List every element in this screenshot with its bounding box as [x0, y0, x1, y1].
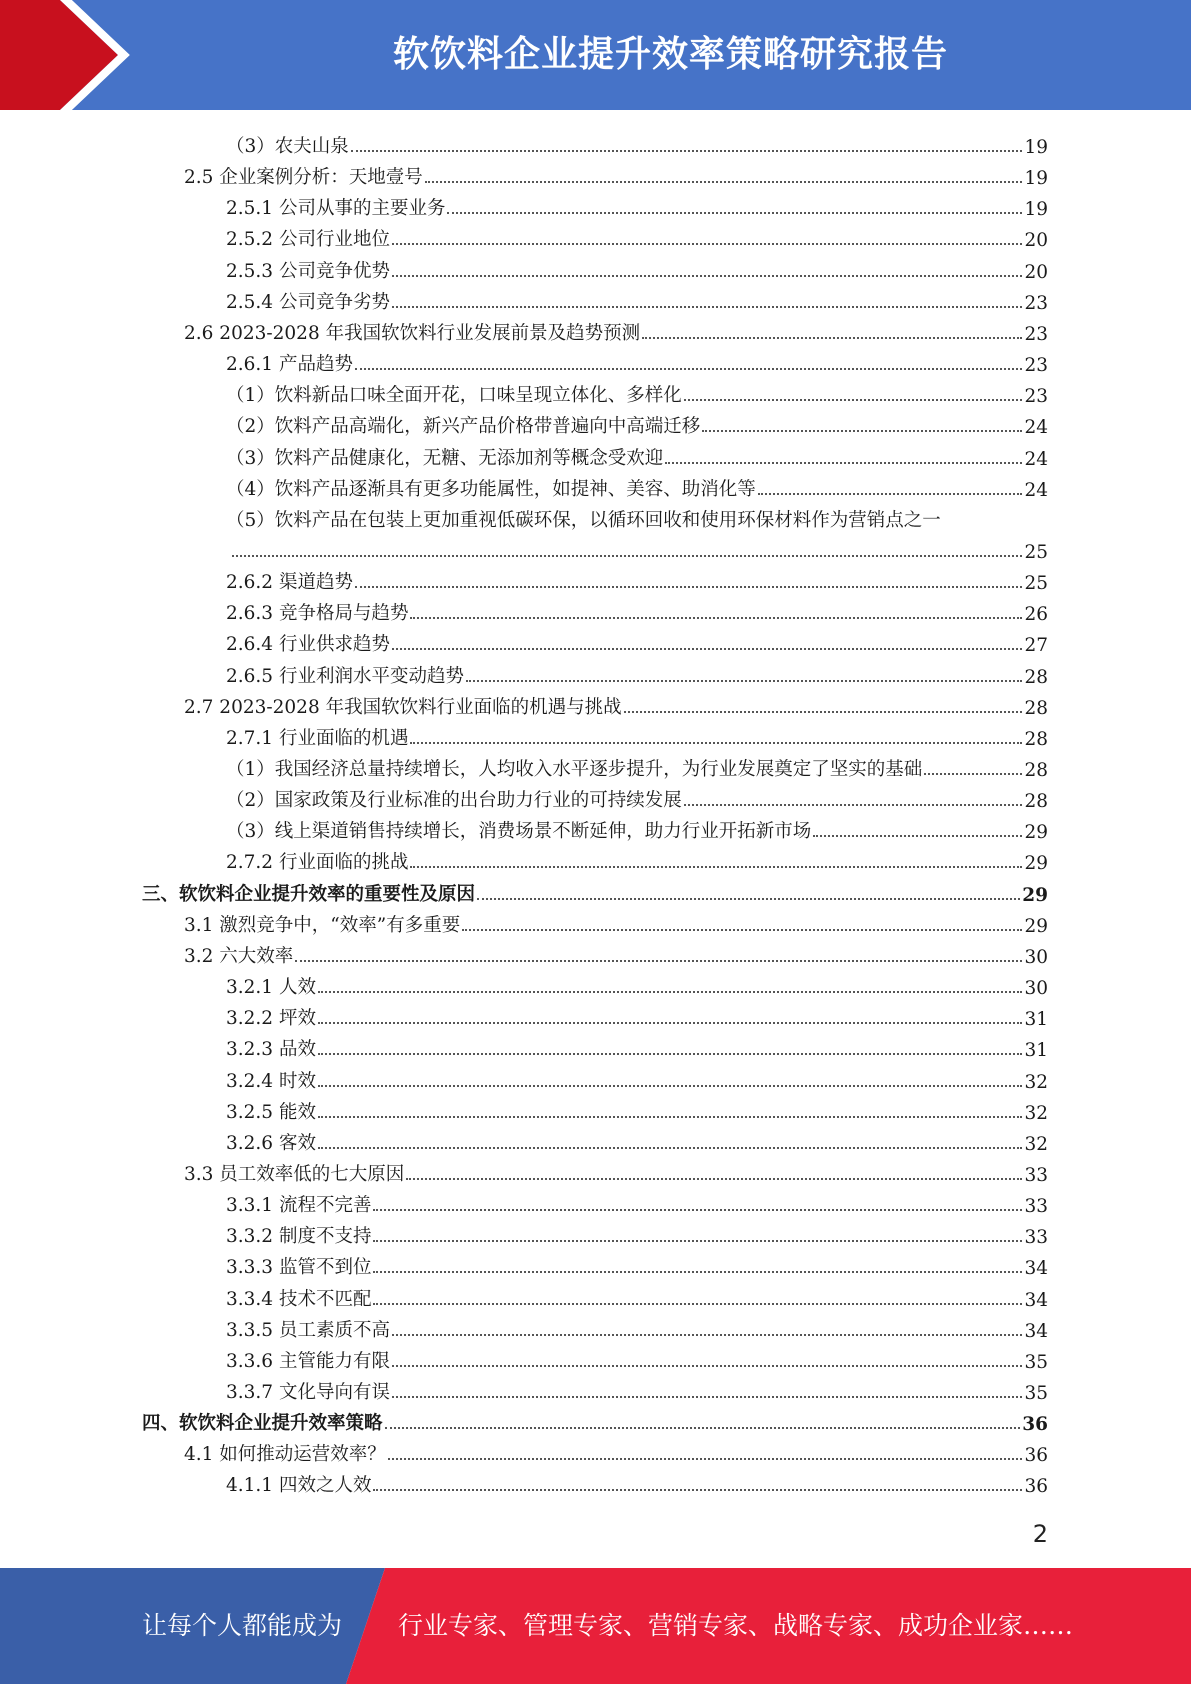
toc-entry[interactable]: [184, 688, 1048, 719]
toc-page-number: 33: [1024, 1227, 1048, 1249]
toc-leader-dots: [392, 242, 1022, 245]
toc-entry-title: 3.2.1 人效: [226, 977, 316, 999]
toc-entry[interactable]: [226, 1030, 1048, 1061]
toc-entry-title: 2.5.4 公司竞争劣势: [226, 291, 390, 313]
toc-entry[interactable]: [184, 906, 1048, 937]
page-header: [0, 0, 1191, 110]
toc-entry[interactable]: [184, 314, 1048, 345]
toc-entry[interactable]: [226, 1248, 1048, 1279]
toc-page-number: 25: [1024, 573, 1048, 595]
toc-entry-title: 2.7.1 行业面临的机遇: [226, 727, 409, 749]
toc-entry[interactable]: [226, 501, 1048, 532]
toc-leader-dots: [318, 990, 1023, 993]
toc-leader-dots: [388, 1457, 1023, 1460]
toc-entry-title: 2.6.2 渠道趋势: [226, 572, 353, 594]
toc-entry-title: 3.2.6 客效: [226, 1132, 316, 1154]
toc-entry-title: （3）线上渠道销售持续增长，消费场景不断延伸，助力行业开拓新市场: [226, 821, 812, 843]
toc-page-number: 28: [1024, 791, 1048, 813]
toc-entry-title: 3.2.2 坪效: [226, 1008, 316, 1030]
toc-entry[interactable]: [226, 843, 1048, 874]
toc-entry[interactable]: [226, 1093, 1048, 1124]
toc-entry-title: 3.2.5 能效: [226, 1101, 316, 1123]
toc-entry-title: 4.1.1 四效之人效: [226, 1475, 372, 1497]
toc-entry[interactable]: [226, 1373, 1048, 1404]
toc-leader-dots: [410, 741, 1022, 744]
toc-entry-title: 2.7.2 行业面临的挑战: [226, 852, 409, 874]
toc-leader-dots: [665, 461, 1022, 464]
toc-page-number: 23: [1024, 355, 1048, 377]
toc-entry[interactable]: [184, 937, 1048, 968]
toc-entry-title: 2.6.1 产品趋势: [226, 354, 353, 376]
toc-entry-title: 3.3.4 技术不匹配: [226, 1288, 372, 1310]
toc-entry[interactable]: [226, 657, 1048, 688]
toc-leader-dots: [924, 772, 1022, 775]
toc-page-number: 34: [1024, 1320, 1048, 1342]
toc-leader-dots: [392, 647, 1022, 650]
page-footer: [0, 1568, 1191, 1684]
toc-page-number: 23: [1024, 292, 1048, 314]
toc-page-number: 35: [1024, 1383, 1048, 1404]
report-title: 软饮料企业提升效率策略研究报告: [392, 34, 948, 75]
toc-leader-dots: [758, 492, 1023, 495]
toc-leader-dots: [642, 336, 1022, 339]
toc-page-number: 35: [1024, 1351, 1048, 1373]
toc-entry[interactable]: [226, 781, 1048, 812]
toc-page-number: 29: [1024, 853, 1048, 875]
toc-entry-title: 四、软饮料企业提升效率策略: [142, 1413, 383, 1435]
toc-entry[interactable]: [226, 750, 1048, 781]
toc-leader-dots: [355, 585, 1023, 588]
toc-page-number: 28: [1024, 760, 1048, 781]
toc-entry-title: 3.3.1 流程不完善: [226, 1195, 372, 1217]
toc-entry[interactable]: [226, 999, 1048, 1030]
toc-entry-title: 2.5.2 公司行业地位: [226, 229, 390, 251]
toc-entry-title: （1）饮料新品口味全面开花，口味呈现立体化、多样化: [226, 385, 682, 407]
toc-leader-dots: [406, 1177, 1022, 1180]
toc-entry[interactable]: [226, 376, 1048, 407]
toc-entry-title: （4）饮料产品逐渐具有更多功能属性，如提神、美容、助消化等: [226, 478, 756, 500]
toc-entry[interactable]: [226, 470, 1048, 501]
toc-page-number: 27: [1024, 635, 1048, 657]
toc-page-number: 30: [1024, 946, 1048, 968]
toc-entry[interactable]: [226, 1186, 1048, 1217]
toc-leader-dots: [385, 1426, 1021, 1429]
toc-entry[interactable]: [226, 345, 1048, 376]
toc-page-number: 24: [1024, 417, 1048, 439]
toc-entry[interactable]: [226, 189, 1048, 220]
toc-entry-title: 3.3.7 文化导向有误: [226, 1382, 390, 1403]
toc-entry[interactable]: [184, 1155, 1048, 1186]
toc-entry[interactable]: [226, 439, 1048, 470]
toc-page-number: 23: [1024, 386, 1048, 408]
toc-entry-title: 2.6 2023-2028 年我国软饮料行业发展前景及趋势预测: [184, 322, 641, 344]
toc-entry-title: 2.5.3 公司竞争优势: [226, 260, 390, 282]
toc-page-number: 33: [1024, 1196, 1048, 1218]
toc-page-number: 29: [1024, 915, 1048, 937]
toc-leader-dots: [410, 616, 1022, 619]
toc-entry-title: 3.2.4 时效: [226, 1070, 316, 1092]
toc-entry[interactable]: [184, 1435, 1048, 1466]
toc-page-number: 32: [1024, 1102, 1048, 1124]
toc-page-number: 19: [1024, 168, 1048, 190]
footer-tagline: 行业专家、管理专家、营销专家、战略专家、成功企业家……: [398, 1611, 1074, 1640]
toc-leader-dots: [373, 1239, 1022, 1242]
toc-page-number: 32: [1024, 1071, 1048, 1093]
toc-entry[interactable]: [226, 1217, 1048, 1248]
toc-entry-title: 3.3 员工效率低的七大原因: [184, 1163, 405, 1185]
toc-leader-dots: [392, 1395, 1022, 1398]
toc-leader-dots: [318, 1115, 1023, 1118]
toc-leader-dots: [425, 180, 1023, 183]
toc-page-number: 28: [1024, 697, 1048, 719]
toc-entry-title: 3.3.6 主管能力有限: [226, 1350, 390, 1372]
toc-page-number: 36: [1024, 1445, 1048, 1467]
toc-entry-title: 3.3.2 制度不支持: [226, 1226, 372, 1248]
toc-page-number: 31: [1024, 1009, 1048, 1031]
toc-page-number: 32: [1024, 1133, 1048, 1155]
toc-page-number: 19: [1024, 199, 1048, 221]
toc-page-number: 29: [1022, 884, 1048, 906]
toc-leader-dots: [684, 803, 1023, 806]
toc-entry[interactable]: [226, 1280, 1048, 1311]
toc-entry-title: 4.1 如何推动运营效率？: [184, 1444, 386, 1466]
toc-entry-title: 三、软饮料企业提升效率的重要性及原因: [142, 883, 476, 905]
toc-entry[interactable]: [226, 407, 1048, 438]
toc-entry[interactable]: [226, 252, 1048, 283]
toc-page-number: 33: [1024, 1164, 1048, 1186]
toc-leader-dots: [318, 1021, 1023, 1024]
toc-leader-dots: [318, 1146, 1023, 1149]
toc-entry[interactable]: [226, 220, 1048, 251]
toc-leader-dots: [373, 1270, 1022, 1273]
toc-leader-dots: [477, 897, 1020, 900]
toc-page-number: 28: [1024, 666, 1048, 688]
toc-page-number: 20: [1024, 230, 1048, 252]
footer-slogan: 让每个人都能成为: [142, 1611, 343, 1640]
toc-page-number: 36: [1022, 1414, 1048, 1436]
toc-entry[interactable]: [226, 812, 1048, 843]
toc-page-number: 34: [1024, 1258, 1048, 1280]
toc-entry[interactable]: [226, 1311, 1048, 1342]
toc-leader-dots: [373, 1488, 1022, 1491]
toc-entry-title: （3）饮料产品健康化，无糖、无添加剂等概念受欢迎: [226, 447, 664, 469]
toc-leader-dots: [466, 679, 1022, 682]
toc-entry-title: 2.7 2023-2028 年我国软饮料行业面临的机遇与挑战: [184, 696, 622, 718]
toc-page-number: 25: [1024, 541, 1048, 563]
toc-leader-dots: [351, 149, 1023, 152]
toc-leader-dots: [355, 367, 1023, 370]
toc-entry-title: 2.5.1 公司从事的主要业务: [226, 198, 446, 220]
toc-entry[interactable]: [226, 1342, 1048, 1373]
toc-entry-title: 2.5 企业案例分析：天地壹号: [184, 167, 423, 189]
toc-page-number: 26: [1024, 604, 1048, 626]
toc-page-number: 20: [1024, 261, 1048, 283]
toc-page-number: 24: [1024, 448, 1048, 470]
toc-entry[interactable]: [226, 1124, 1048, 1155]
toc-leader-dots: [392, 274, 1022, 277]
toc-entry-title: （1）我国经济总量持续增长，人均收入水平逐步提升，为行业发展奠定了坚实的基础: [226, 759, 923, 780]
toc-page-number: 28: [1024, 728, 1048, 750]
toc-entry-title: （5）饮料产品在包装上更加重视低碳环保，以循环回收和使用环保材料作为营销点之一: [226, 509, 941, 531]
toc-leader-dots: [295, 959, 1022, 962]
toc-leader-dots: [410, 865, 1022, 868]
toc-leader-dots: [462, 928, 1022, 931]
toc-leader-dots: [318, 1052, 1023, 1055]
toc-entry[interactable]: [226, 594, 1048, 625]
toc-entry[interactable]: [226, 625, 1048, 656]
toc-page-number: 19: [1024, 137, 1048, 158]
toc-entry[interactable]: [142, 1404, 1048, 1435]
toc-page-number: 34: [1024, 1289, 1048, 1311]
toc-entry[interactable]: [226, 563, 1048, 594]
toc-entry-title: 3.3.3 监管不到位: [226, 1257, 372, 1279]
toc-leader-dots: [684, 398, 1023, 401]
toc-leader-dots: [373, 1302, 1022, 1305]
toc-leader-dots: [318, 1084, 1023, 1087]
toc-leader-dots: [813, 834, 1022, 837]
toc-entry[interactable]: [226, 968, 1048, 999]
toc-leader-dots: [392, 1364, 1022, 1367]
page-number: 2: [1032, 1520, 1048, 1548]
toc-entry-title: 3.2.3 品效: [226, 1039, 316, 1061]
toc-entry-title: 2.6.5 行业利润水平变动趋势: [226, 665, 464, 687]
toc-leader-dots: [392, 305, 1022, 308]
toc-entry[interactable]: [226, 1466, 1048, 1497]
toc-leader-dots: [624, 710, 1023, 713]
toc-entry-title: （3）农夫山泉: [226, 136, 349, 157]
toc-entry-title: 3.2 六大效率: [184, 945, 294, 967]
toc-entry[interactable]: [226, 283, 1048, 314]
toc-entry-title: 2.6.4 行业供求趋势: [226, 634, 390, 656]
toc-leader-dots: [702, 429, 1022, 432]
toc-entry-title: 3.3.5 员工素质不高: [226, 1319, 390, 1341]
toc-page-number: 23: [1024, 323, 1048, 345]
toc-entry[interactable]: [226, 719, 1048, 750]
toc-page-number: 29: [1024, 822, 1048, 844]
header-arrow-graphic: [0, 0, 150, 110]
toc-entry-title: （2）国家政策及行业标准的出台助力行业的可持续发展: [226, 790, 682, 812]
toc-entry-title: （2）饮料产品高端化，新兴产品价格带普遍向中高端迁移: [226, 416, 701, 438]
toc-entry[interactable]: [226, 127, 1048, 158]
toc-entry[interactable]: [230, 532, 1048, 563]
toc-entry-title: 3.1 激烈竞争中，“效率”有多重要: [184, 914, 461, 936]
toc-page-number: 31: [1024, 1040, 1048, 1062]
toc-leader-dots: [447, 211, 1022, 214]
toc-page-number: 30: [1024, 978, 1048, 1000]
toc-entry[interactable]: [226, 1062, 1048, 1093]
toc-leader-dots: [373, 1208, 1022, 1211]
toc-leader-dots: [392, 1333, 1022, 1336]
toc-leader-dots: [232, 554, 1022, 557]
toc-entry[interactable]: [142, 875, 1048, 906]
toc-entry-title: 2.6.3 竞争格局与趋势: [226, 603, 409, 625]
toc-entry[interactable]: [184, 158, 1048, 189]
toc-page-number: 24: [1024, 479, 1048, 501]
toc-page-number: 36: [1024, 1476, 1048, 1498]
